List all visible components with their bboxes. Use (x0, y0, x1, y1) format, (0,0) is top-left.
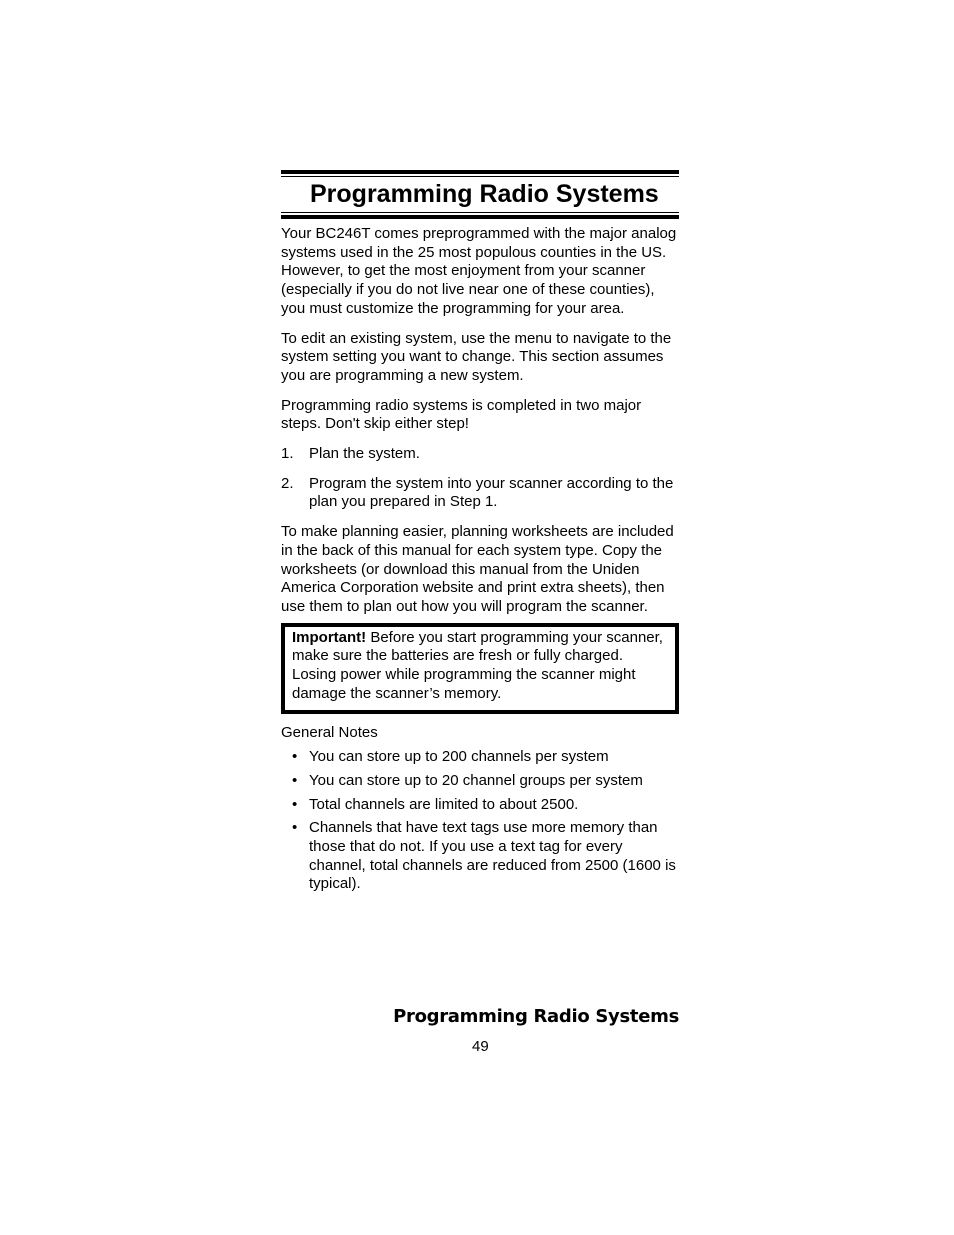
steps-list (281, 445, 679, 512)
title-rule-bottom (281, 212, 679, 219)
page-number: 49 (472, 1038, 489, 1055)
title-rule-top (281, 170, 679, 177)
important-body: Before you start programming your scanner, make sure the batteries are fresh or fully charged. Losing power while programming the scanner might damage the scanner’s memory. (292, 628, 663, 702)
manual-page (281, 170, 679, 899)
step-number: 2. (281, 474, 294, 492)
bullet-icon: • (292, 771, 298, 789)
note-item (281, 796, 679, 815)
important-callout (281, 623, 679, 715)
planning-paragraph: To make planning easier, planning worksheets are included in the back of this manual for each system type. Copy the worksheets (or download this manual from the Uniden America Corporation website and print extra sheets), then use them to plan out how you will program the scanner. (281, 523, 674, 615)
intro-paragraph: Your BC246T comes preprogrammed with the major analog systems used in the 25 most populous counties in the US. However, to get the most enjoyment from your scanner (especially if you do not live near one of these counties), you must customize the programming for your area. (281, 225, 677, 317)
note-text: You can store up to 20 channel groups per system (309, 771, 643, 789)
page-title: Programming Radio Systems (310, 180, 659, 208)
notes-heading: General Notes (281, 724, 378, 742)
bullet-icon: • (292, 795, 298, 813)
note-text: Channels that have text tags use more memory than those that do not. If you use a text tag for every channel, total channels are reduced from 2500 (1600 is typical). (309, 819, 676, 893)
note-item (281, 819, 679, 894)
step-number: 1. (281, 445, 294, 463)
step-text: Program the system into your scanner according to the plan you prepared in Step 1. (309, 474, 674, 511)
note-item (281, 748, 679, 767)
note-text: You can store up to 200 channels per system (309, 748, 609, 766)
step-text: Plan the system. (309, 445, 420, 463)
note-item (281, 772, 679, 791)
note-text: Total channels are limited to about 2500. (309, 795, 579, 813)
notes-list (281, 748, 679, 894)
edit-paragraph: To edit an existing system, use the menu to navigate to the system setting you want to change. This section assumes you are programming a new system. (281, 329, 672, 384)
important-text (292, 629, 667, 704)
bullet-icon: • (292, 748, 298, 766)
important-label: Important! (292, 628, 367, 646)
footer-section-title: Programming Radio Systems (393, 1006, 679, 1027)
bullet-icon: • (292, 819, 298, 837)
step-item (281, 475, 679, 512)
steps-intro-paragraph: Programming radio systems is completed in two major steps. Don't skip either step! (281, 396, 642, 433)
step-item (281, 445, 679, 464)
